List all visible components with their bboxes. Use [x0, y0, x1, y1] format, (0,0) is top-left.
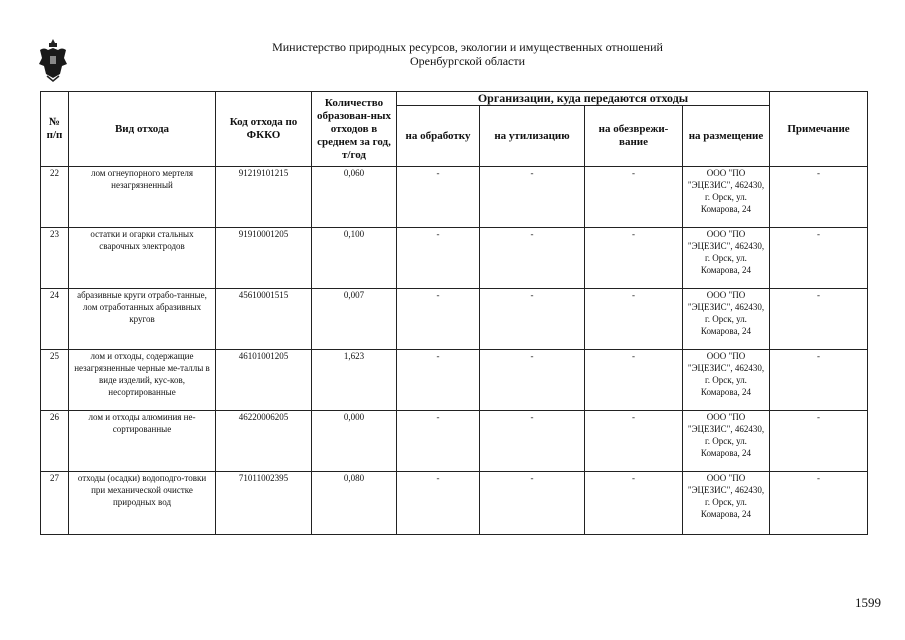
waste-table	[40, 91, 868, 535]
cell-utilization: -	[480, 289, 585, 350]
cell-qty: 0,000	[312, 411, 397, 472]
cell-qty: 0,100	[312, 228, 397, 289]
table-row	[41, 472, 868, 535]
cell-type: лом и отходы алюминия не-сортированные	[69, 411, 216, 472]
cell-qty: 0,060	[312, 167, 397, 228]
table-row	[41, 228, 868, 289]
cell-qty: 0,007	[312, 289, 397, 350]
cell-placement: ООО "ПО "ЭЦЕЗИС", 462430, г. Орск, ул. Комарова, 24	[683, 411, 770, 472]
cell-neutralization: -	[585, 411, 683, 472]
cell-placement: ООО "ПО "ЭЦЕЗИС", 462430, г. Орск, ул. Комарова, 24	[683, 472, 770, 535]
table-row	[41, 289, 868, 350]
cell-neutralization: -	[585, 350, 683, 411]
table-row	[41, 350, 868, 411]
cell-num: 26	[41, 411, 69, 472]
cell-num: 25	[41, 350, 69, 411]
table-row	[41, 411, 868, 472]
cell-num: 27	[41, 472, 69, 535]
page-number: 1599	[855, 595, 881, 610]
cell-neutralization: -	[585, 472, 683, 535]
table-row	[41, 167, 868, 228]
cell-type: абразивные круги отрабо-танные, лом отработанных абразивных кругов	[69, 289, 216, 350]
col-qty-header: Количество образован-ных отходов в среднем за год, т/год	[312, 92, 397, 167]
cell-code: 46220006205	[216, 411, 312, 472]
cell-utilization: -	[480, 350, 585, 411]
document-header	[150, 40, 785, 68]
cell-code: 45610001515	[216, 289, 312, 350]
cell-note: -	[770, 472, 868, 535]
cell-neutralization: -	[585, 228, 683, 289]
cell-note: -	[770, 167, 868, 228]
cell-placement: ООО "ПО "ЭЦЕЗИС", 462430, г. Орск, ул. Комарова, 24	[683, 228, 770, 289]
cell-processing: -	[397, 228, 480, 289]
cell-type: лом и отходы, содержащие незагрязненные черные ме-таллы в виде изделий, кус-ков, несортированные	[69, 350, 216, 411]
ministry-name: Министерство природных ресурсов, экологии и имущественных отношений	[272, 40, 663, 54]
cell-neutralization: -	[585, 167, 683, 228]
cell-processing: -	[397, 472, 480, 535]
cell-note: -	[770, 228, 868, 289]
col-type-header: Вид отхода	[69, 92, 216, 167]
col-num-header: № п/п	[41, 92, 69, 167]
cell-neutralization: -	[585, 289, 683, 350]
cell-num: 22	[41, 167, 69, 228]
cell-processing: -	[397, 411, 480, 472]
cell-processing: -	[397, 350, 480, 411]
col-processing-header: на обработку	[397, 106, 480, 167]
cell-utilization: -	[480, 228, 585, 289]
cell-qty: 1,623	[312, 350, 397, 411]
cell-num: 23	[41, 228, 69, 289]
cell-num: 24	[41, 289, 69, 350]
cell-placement: ООО "ПО "ЭЦЕЗИС", 462430, г. Орск, ул. Комарова, 24	[683, 289, 770, 350]
cell-code: 91219101215	[216, 167, 312, 228]
col-neutralization-header: на обезврежи-вание	[585, 106, 683, 167]
cell-processing: -	[397, 167, 480, 228]
cell-utilization: -	[480, 411, 585, 472]
cell-processing: -	[397, 289, 480, 350]
region-name: Оренбургской области	[409, 54, 526, 68]
cell-type: остатки и огарки стальных сварочных электродов	[69, 228, 216, 289]
cell-placement: ООО "ПО "ЭЦЕЗИС", 462430, г. Орск, ул. Комарова, 24	[683, 167, 770, 228]
col-code-header: Код отхода по ФККО	[216, 92, 312, 167]
cell-type: отходы (осадки) водоподго-товки при механической очистке природных вод	[69, 472, 216, 535]
cell-utilization: -	[480, 472, 585, 535]
cell-type: лом огнеупорного мертеля незагрязненный	[69, 167, 216, 228]
header-row	[41, 92, 868, 106]
cell-code: 46101001205	[216, 350, 312, 411]
col-orgs-header: Организации, куда передаются отходы	[397, 92, 770, 106]
cell-code: 71011002395	[216, 472, 312, 535]
col-utilization-header: на утилизацию	[480, 106, 585, 167]
cell-placement: ООО "ПО "ЭЦЕЗИС", 462430, г. Орск, ул. Комарова, 24	[683, 350, 770, 411]
col-note-header: Примечание	[770, 92, 868, 167]
cell-note: -	[770, 411, 868, 472]
col-placement-header: на размещение	[683, 106, 770, 167]
cell-code: 91910001205	[216, 228, 312, 289]
cell-qty: 0,080	[312, 472, 397, 535]
coat-of-arms-icon	[38, 38, 68, 82]
cell-note: -	[770, 350, 868, 411]
cell-utilization: -	[480, 167, 585, 228]
cell-note: -	[770, 289, 868, 350]
